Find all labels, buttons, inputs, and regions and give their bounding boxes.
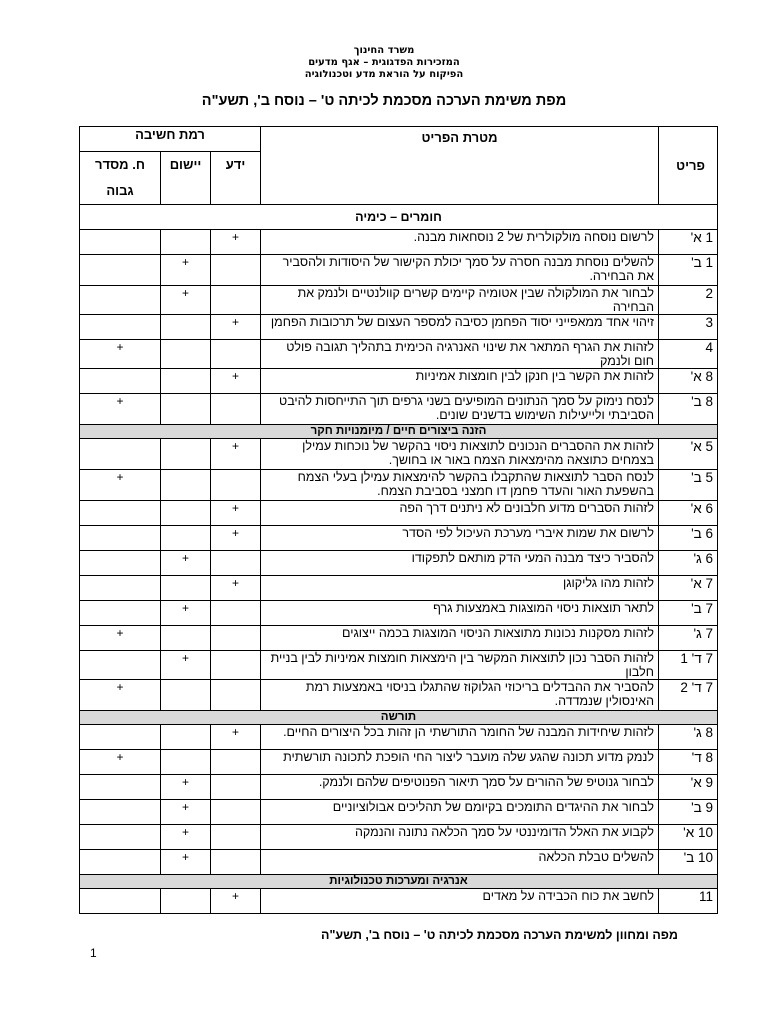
supervision-name: הפיקוח על הוראת מדע וטכנולוגיה (304, 69, 464, 80)
knowledge-mark: + (211, 230, 261, 255)
table-row (80, 680, 718, 711)
table-row (80, 850, 718, 875)
goal-cell: לבחור גנוטיפ של ההורים על סמך תיאור הפנוטיפים שלהם ולנמק. (261, 775, 659, 800)
application-mark: + (161, 850, 211, 875)
higher-order-cell (80, 601, 161, 626)
item-cell: 2 (659, 286, 718, 315)
table-row (80, 286, 718, 315)
application-mark: + (161, 255, 211, 286)
goal-cell: לזהות מסקנות נכונות מתוצאות הניסוי המוצגות בכמה ייצוגים (261, 626, 659, 651)
item-cell: 8 ד' (659, 750, 718, 775)
goal-cell: לחשב את כוח הכבידה על מאדים (261, 889, 659, 914)
knowledge-cell (211, 750, 261, 775)
goal-cell: לזהות הסברים מדוע חלבונים לא ניתנים דרך הפה (261, 501, 659, 526)
higher-order-cell (80, 286, 161, 315)
goal-cell: לנמק מדוע תכונה שהגע שלה מועבר ליצור החי הופכת לתכונה תורשתית (261, 750, 659, 775)
table-row (80, 889, 718, 914)
higher-order-cell (80, 526, 161, 551)
application-mark: + (161, 286, 211, 315)
item-cell: 6 א' (659, 501, 718, 526)
table-row (80, 369, 718, 394)
higher-order-cell (80, 850, 161, 875)
application-cell (161, 576, 211, 601)
table-row (80, 230, 718, 255)
item-cell: 6 ג' (659, 551, 718, 576)
knowledge-cell (211, 850, 261, 875)
application-mark: + (161, 775, 211, 800)
column-header-higher-order (80, 152, 161, 205)
goal-cell: לתאר תוצאות ניסוי המוצגות באמצעות גרף (261, 601, 659, 626)
application-cell (161, 470, 211, 501)
column-header-knowledge: ידע (211, 152, 261, 205)
goal-cell: זיהוי אחד ממאפייני יסוד הפחמן כסיבה למספר העצום של תרכובות הפחמן (261, 315, 659, 340)
goal-cell: לזהות מהו גליקוגן (261, 576, 659, 601)
knowledge-mark: + (211, 526, 261, 551)
goal-cell: לנסח נימוק על סמך הנתונים המופיעים בשני גרפים תוך התייחסות להיבט הסביבתי ולייעילות השימוש בדשנים שונים. (261, 394, 659, 425)
column-header-item: פריט (659, 127, 718, 205)
higher-order-cell (80, 230, 161, 255)
application-cell (161, 501, 211, 526)
item-cell: 1 א' (659, 230, 718, 255)
goal-cell: לזהות את הקשר בין חנקן לבין חומצות אמיניות (261, 369, 659, 394)
higher-order-mark: + (80, 394, 161, 425)
goal-cell: לרשום את שמות איברי מערכת העיכול לפי הסדר (261, 526, 659, 551)
application-cell (161, 230, 211, 255)
item-cell: 9 א' (659, 775, 718, 800)
application-cell (161, 889, 211, 914)
item-cell: 7 ג' (659, 626, 718, 651)
application-cell (161, 340, 211, 369)
document-footer: מפה ומחוון למשימת הערכה מסכמת לכיתה ט' – נוסח ב', תשע"ה (321, 928, 678, 942)
item-cell: 11 (659, 889, 718, 914)
higher-order-line-2: גבוה (106, 183, 134, 198)
goal-cell: לבחור את המולקולה שבין אטומיה קיימים קשרים קוולנטיים ולנמק את הבחירה (261, 286, 659, 315)
knowledge-cell (211, 825, 261, 850)
knowledge-cell (211, 601, 261, 626)
page-title: מפת משימת הערכה מסכמת לכיתה ט' – נוסח ב', תשע"ה (201, 93, 567, 109)
goal-cell: לרשום נוסחה מולקולרית של 2 נוסחאות מבנה. (261, 230, 659, 255)
table-row (80, 576, 718, 601)
higher-order-cell (80, 800, 161, 825)
item-cell: 3 (659, 315, 718, 340)
section-row (80, 205, 718, 230)
section-title: תורשה (80, 711, 718, 725)
table-row (80, 526, 718, 551)
knowledge-cell (211, 470, 261, 501)
higher-order-cell (80, 315, 161, 340)
application-mark: + (161, 551, 211, 576)
higher-order-cell (80, 369, 161, 394)
item-cell: 6 ב' (659, 526, 718, 551)
goal-cell: לזהות שיחידות המבנה של החומר התורשתי הן זהות בכל היצורים החיים. (261, 725, 659, 750)
item-cell: 8 ג' (659, 725, 718, 750)
section-row (80, 875, 718, 889)
item-cell: 7 ד' 1 (659, 651, 718, 680)
item-cell: 9 ב' (659, 800, 718, 825)
application-mark: + (161, 601, 211, 626)
goal-cell: להסביר כיצד מבנה המעי הדק מותאם לתפקודו (261, 551, 659, 576)
higher-order-line-1: ח. מסדר (95, 157, 145, 172)
section-title: חומרים – כימיה (80, 205, 718, 230)
knowledge-cell (211, 626, 261, 651)
higher-order-mark: + (80, 470, 161, 501)
goal-cell: לזהות את הגרף המתאר את שינוי האנרגיה הכימית בתהליך תגובה פולט חום ולנמק (261, 340, 659, 369)
higher-order-cell (80, 775, 161, 800)
section-title: אנרגיה ומערכות טכנולוגיות (80, 875, 718, 889)
item-cell: 5 ב' (659, 470, 718, 501)
table-row (80, 626, 718, 651)
goal-cell: להסביר את ההבדלים בריכוזי הגלוקוז שהתגלו בניסוי באמצעות רמת האינסולין שנמדדה. (261, 680, 659, 711)
section-row (80, 711, 718, 725)
table-row (80, 340, 718, 369)
item-cell: 4 (659, 340, 718, 369)
item-cell: 5 א' (659, 439, 718, 470)
page-number: 1 (90, 946, 97, 960)
knowledge-cell (211, 775, 261, 800)
knowledge-cell (211, 286, 261, 315)
application-mark: + (161, 800, 211, 825)
table-row (80, 394, 718, 425)
table-row (80, 651, 718, 680)
knowledge-cell (211, 394, 261, 425)
item-cell: 1 ב' (659, 255, 718, 286)
table-row (80, 470, 718, 501)
higher-order-mark: + (80, 750, 161, 775)
column-header-goal: מטרת הפריט (261, 127, 659, 205)
item-cell: 10 א' (659, 825, 718, 850)
higher-order-cell (80, 576, 161, 601)
goal-cell: לבחור את ההיגדים התומכים בקיומם של תהליכים אבולוציוניים (261, 800, 659, 825)
application-cell (161, 750, 211, 775)
knowledge-cell (211, 551, 261, 576)
knowledge-mark: + (211, 889, 261, 914)
application-mark: + (161, 651, 211, 680)
assessment-map-table (79, 126, 718, 914)
ministry-name: משרד החינוך (353, 45, 415, 56)
higher-order-cell (80, 889, 161, 914)
higher-order-cell (80, 255, 161, 286)
knowledge-cell (211, 651, 261, 680)
knowledge-cell (211, 800, 261, 825)
column-header-application: יישום (161, 152, 211, 205)
item-cell: 8 א' (659, 369, 718, 394)
table-row (80, 601, 718, 626)
item-cell: 7 ב' (659, 601, 718, 626)
column-header-thinking-level: רמת חשיבה (80, 127, 261, 152)
item-cell: 8 ב' (659, 394, 718, 425)
table-row (80, 800, 718, 825)
application-cell (161, 725, 211, 750)
knowledge-mark: + (211, 315, 261, 340)
higher-order-cell (80, 725, 161, 750)
application-cell (161, 626, 211, 651)
knowledge-mark: + (211, 501, 261, 526)
goal-cell: להשלים נוסחת מבנה חסרה על סמך יכולת הקישור של היסודות ולהסביר את הבחירה. (261, 255, 659, 286)
higher-order-cell (80, 551, 161, 576)
goal-cell: להשלים טבלת הכלאה (261, 850, 659, 875)
document-header (0, 45, 768, 81)
item-cell: 7 ד' 2 (659, 680, 718, 711)
higher-order-cell (80, 651, 161, 680)
table-row (80, 825, 718, 850)
table-row (80, 775, 718, 800)
knowledge-cell (211, 340, 261, 369)
application-cell (161, 439, 211, 470)
knowledge-mark: + (211, 439, 261, 470)
table-header-row (80, 127, 718, 152)
application-cell (161, 369, 211, 394)
knowledge-cell (211, 680, 261, 711)
application-cell (161, 680, 211, 711)
goal-cell: לזהות הסבר נכון לתוצאות המקשר בין הימצאות חומצות אמיניות לבין בניית חלבון (261, 651, 659, 680)
table-row (80, 439, 718, 470)
table-row (80, 315, 718, 340)
table-row (80, 750, 718, 775)
higher-order-mark: + (80, 340, 161, 369)
table-row (80, 725, 718, 750)
application-mark: + (161, 825, 211, 850)
knowledge-mark: + (211, 576, 261, 601)
knowledge-mark: + (211, 725, 261, 750)
table-row (80, 255, 718, 286)
higher-order-cell (80, 439, 161, 470)
item-cell: 10 ב' (659, 850, 718, 875)
section-row (80, 425, 718, 439)
section-title: הזנה ביצורים חיים / מיומנויות חקר (80, 425, 718, 439)
goal-cell: לנסח הסבר לתוצאות שהתקבלו בהקשר להימצאות עמילן בעלי הצמח בהשפעת האור והעדר פחמן דו חמצני בסביבת הצמח. (261, 470, 659, 501)
table-row (80, 501, 718, 526)
higher-order-mark: + (80, 626, 161, 651)
secretariat-name: המזכירות הפדגוגית – אגף מדעים (308, 57, 460, 68)
goal-cell: לקבוע את האלל הדומיננטי על סמך הכלאה נתונה והנמקה (261, 825, 659, 850)
application-cell (161, 394, 211, 425)
table-row (80, 551, 718, 576)
higher-order-cell (80, 825, 161, 850)
higher-order-cell (80, 501, 161, 526)
item-cell: 7 א' (659, 576, 718, 601)
knowledge-mark: + (211, 369, 261, 394)
higher-order-mark: + (80, 680, 161, 711)
application-cell (161, 315, 211, 340)
application-cell (161, 526, 211, 551)
goal-cell: לזהות את ההסברים הנכונים לתוצאות ניסוי בהקשר של נוכחות עמילן בצמחים כתוצאה מהימצאות הצמח באור או בחושך. (261, 439, 659, 470)
knowledge-cell (211, 255, 261, 286)
